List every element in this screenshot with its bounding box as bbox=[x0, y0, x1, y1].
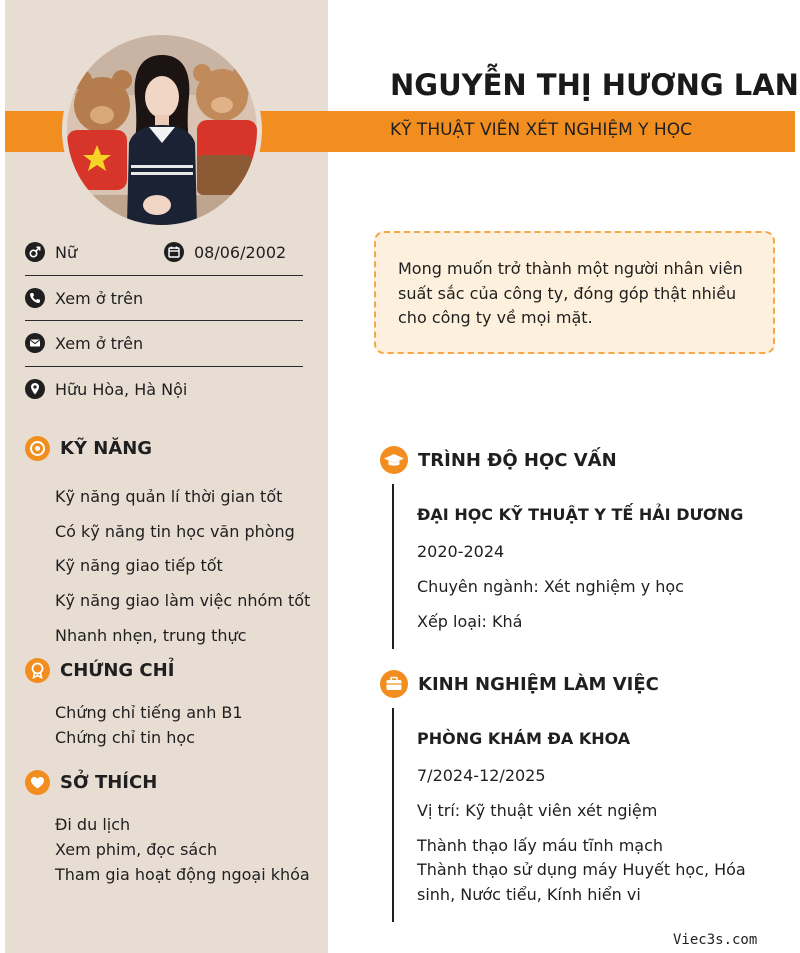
address-text: Hữu Hòa, Hà Nội bbox=[55, 379, 188, 399]
list-item: Kỹ năng giao làm việc nhóm tốt bbox=[55, 591, 311, 611]
location-pin-icon bbox=[25, 379, 45, 399]
experience-detail: Thành thạo sử dụng máy Huyết học, Hóa bbox=[417, 860, 746, 879]
hobbies-heading bbox=[25, 770, 157, 795]
skills-title: KỸ NĂNG bbox=[60, 438, 153, 459]
experience-detail: sinh, Nước tiểu, Kính hiển vi bbox=[417, 885, 641, 904]
certificates-list bbox=[55, 700, 243, 750]
dob-text: 08/06/2002 bbox=[194, 242, 287, 262]
experience-position: Vị trí: Kỹ thuật viên xét ngiệm bbox=[417, 801, 658, 820]
dob-row bbox=[164, 237, 286, 267]
list-item: Đi du lịch bbox=[55, 815, 131, 834]
list-item: Kỹ năng giao tiếp tốt bbox=[55, 556, 223, 576]
skills-icon bbox=[25, 436, 50, 461]
experience-period: 7/2024-12/2025 bbox=[417, 766, 546, 785]
education-title: TRÌNH ĐỘ HỌC VẤN bbox=[418, 449, 617, 471]
hobbies-title: SỞ THÍCH bbox=[60, 772, 158, 793]
email-row bbox=[25, 328, 303, 358]
briefcase-icon bbox=[380, 670, 408, 698]
gender-text: Nữ bbox=[55, 242, 78, 262]
education-period: 2020-2024 bbox=[417, 542, 505, 561]
experience-title: KINH NGHIỆM LÀM VIỆC bbox=[418, 673, 659, 695]
skills-heading bbox=[25, 436, 152, 461]
skills-list bbox=[55, 480, 310, 654]
list-item: Chứng chỉ tiếng anh B1 bbox=[55, 703, 243, 722]
calendar-icon bbox=[164, 242, 184, 262]
list-item: Chứng chỉ tin học bbox=[55, 728, 195, 747]
school-name: ĐẠI HỌC KỸ THUẬT Y TẾ HẢI DƯƠNG bbox=[417, 505, 744, 524]
company-name: PHÒNG KHÁM ĐA KHOA bbox=[417, 729, 631, 748]
avatar bbox=[62, 30, 262, 230]
email-text: Xem ở trên bbox=[55, 333, 144, 353]
full-name: NGUYỄN THỊ HƯƠNG LAN bbox=[390, 68, 799, 102]
gender-icon bbox=[25, 242, 45, 262]
address-row bbox=[25, 374, 303, 404]
experience-timeline bbox=[392, 708, 394, 922]
education-heading bbox=[380, 446, 617, 474]
experience-detail: Thành thạo lấy máu tĩnh mạch bbox=[417, 836, 664, 855]
list-item: Tham gia hoạt động ngoại khóa bbox=[55, 865, 310, 884]
mail-icon bbox=[25, 333, 45, 353]
experience-heading bbox=[380, 670, 659, 698]
heart-icon bbox=[25, 770, 50, 795]
divider bbox=[25, 320, 303, 321]
list-item: Kỹ năng quản lí thời gian tốt bbox=[55, 487, 283, 506]
divider bbox=[25, 275, 303, 276]
hobbies-list bbox=[55, 812, 310, 887]
phone-row bbox=[25, 283, 303, 313]
profile-photo bbox=[67, 35, 257, 225]
phone-text: Xem ở trên bbox=[55, 288, 144, 308]
career-objective: Mong muốn trở thành một người nhân viên suất sắc của công ty, đóng góp thật nhiều cho công ty về mọi mặt. bbox=[374, 231, 775, 354]
divider bbox=[25, 366, 303, 367]
certificates-heading bbox=[25, 658, 174, 683]
education-timeline bbox=[392, 484, 394, 649]
award-icon bbox=[25, 658, 50, 683]
education-major: Chuyên ngành: Xét nghiệm y học bbox=[417, 577, 684, 596]
job-title: KỸ THUẬT VIÊN XÉT NGHIỆM Y HỌC bbox=[390, 120, 692, 140]
education-grade: Xếp loại: Khá bbox=[417, 612, 523, 631]
list-item: Nhanh nhẹn, trung thực bbox=[55, 625, 247, 645]
gender-row bbox=[25, 237, 155, 267]
phone-icon bbox=[25, 288, 45, 308]
watermark: Viec3s.com bbox=[673, 932, 758, 948]
list-item: Xem phim, đọc sách bbox=[55, 840, 218, 859]
list-item: Có kỹ năng tin học văn phòng bbox=[55, 521, 295, 541]
certificates-title: CHỨNG CHỈ bbox=[60, 660, 175, 681]
graduation-cap-icon bbox=[380, 446, 408, 474]
